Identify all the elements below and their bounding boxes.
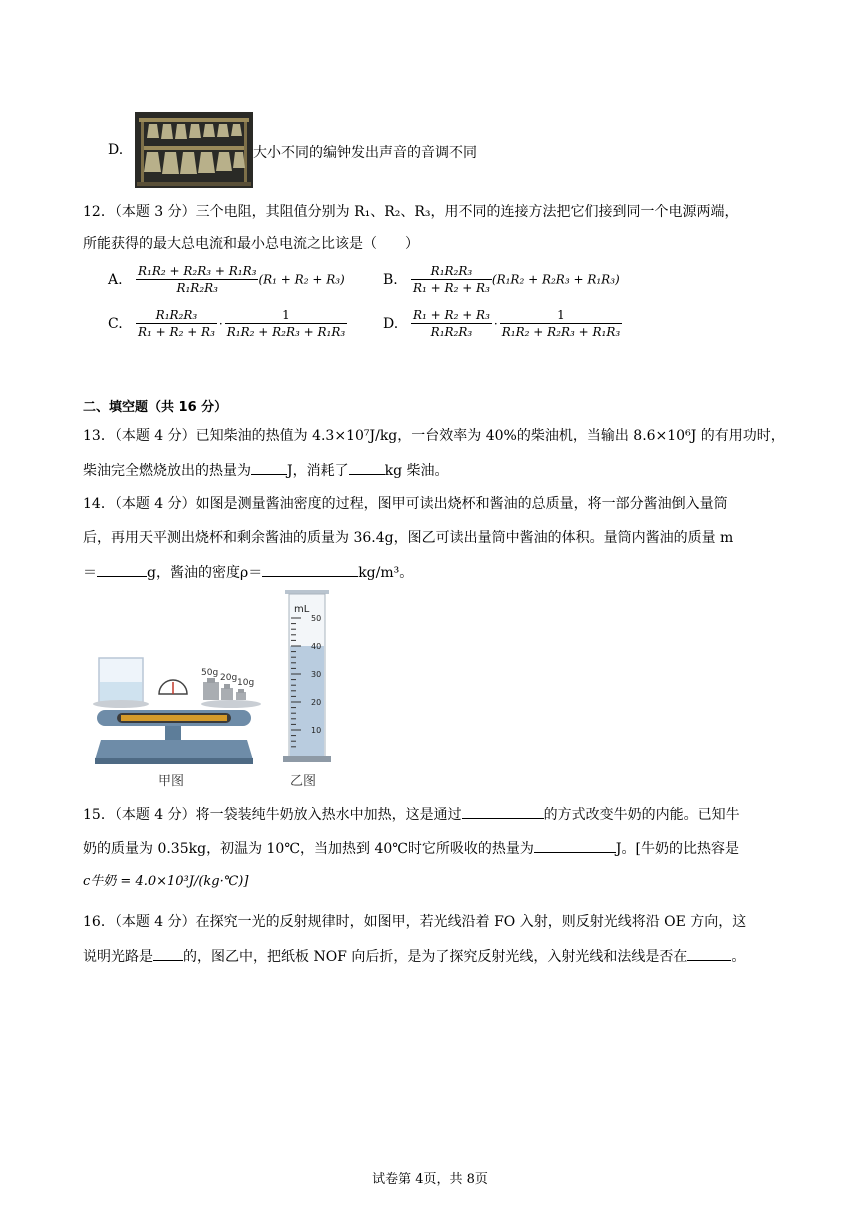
- q12-c-fraction2: [225, 308, 347, 339]
- q12-option-b-letter: B.: [383, 271, 398, 288]
- section-2-title: 二、填空题（共 16 分）: [83, 400, 228, 415]
- q13-line2-c: kg 柴油。: [384, 463, 449, 479]
- q12-d-dot: ·: [493, 316, 498, 331]
- figure-yi-caption: 乙图: [290, 774, 317, 789]
- q12-a-fraction: [136, 264, 258, 295]
- q15-line3: c牛奶 = 4.0×10³J/(kg·℃)]: [83, 874, 249, 889]
- q11-option-d-text: 大小不同的编钟发出声音的音调不同: [253, 145, 477, 161]
- q16-blank-plane: [687, 946, 731, 961]
- q12-d-fraction2: [500, 308, 622, 339]
- q16-line2: [83, 946, 745, 967]
- weight-label-20g: 20g: [220, 673, 238, 683]
- q12-b-numerator: R₁R₂R₃: [411, 264, 492, 280]
- q14-blank-density: [262, 562, 358, 577]
- q12-d-fraction1: [411, 308, 492, 339]
- q11-option-d: [108, 112, 508, 188]
- q12-option-a: [108, 264, 345, 295]
- q12-b-fraction: [411, 264, 492, 295]
- q12-a-numerator: R₁R₂ + R₂R₃ + R₁R₃: [138, 264, 257, 278]
- q15-blank-method: [462, 804, 544, 819]
- q12-option-d-letter: D.: [383, 315, 399, 332]
- q11-option-d-letter: D.: [108, 142, 124, 158]
- q13-blank-mass: [349, 460, 385, 475]
- q12-option-b: [383, 264, 620, 295]
- cylinder-unit-label: mL: [294, 604, 310, 615]
- q12-d-denominator2: R₁R₂ + R₂R₃ + R₁R₃: [501, 325, 621, 339]
- cylinder-tick-50: 50: [311, 614, 322, 623]
- q12-option-a-letter: A.: [108, 271, 123, 288]
- q12-option-c-letter: C.: [108, 315, 123, 332]
- q13-line1: 13．（本题 4 分）已知柴油的热值为 4.3×10⁷J/kg，一台效率为 40%的柴油机，当输出 8.6×10⁶J 的有用功时，: [83, 428, 785, 444]
- q12-a-paren: (R₁ + R₂ + R₃): [258, 272, 345, 287]
- q12-stem-line2: 所能获得的最大总电流和最小总电流之比该是（ ）: [83, 236, 419, 252]
- q15-line1-a: 15．（本题 4 分）将一袋装纯牛奶放入热水中加热，这是通过: [83, 807, 462, 823]
- cylinder-tick-10: 10: [311, 726, 322, 735]
- q12-d-denominator1: R₁R₂R₃: [430, 325, 473, 339]
- q12-c-fraction1: [136, 308, 217, 339]
- figure-jia-caption: 甲图: [158, 774, 185, 789]
- q16-line2-b: 的，图乙中，把纸板 NOF 向后折，是为了探究反射光线，入射光线和法线是否在: [183, 949, 688, 965]
- q12-d-numerator1: R₁ + R₂ + R₃: [413, 308, 490, 322]
- weight-label-50g: 50g: [201, 668, 219, 678]
- cylinder-tick-20: 20: [311, 698, 322, 707]
- q12-b-denominator: R₁ + R₂ + R₃: [413, 281, 490, 295]
- q15-line1: [83, 804, 740, 825]
- q13-line2-b: J，消耗了: [287, 463, 349, 479]
- graduated-cylinder-figure: [283, 590, 331, 770]
- q12-c-dot: ·: [218, 316, 223, 331]
- q13-blank-heat: [251, 460, 287, 475]
- q12-option-d: [383, 308, 622, 339]
- q16-line2-c: 。: [731, 949, 746, 965]
- bianzhong-bells-image: [135, 112, 253, 188]
- q14-line3: [83, 562, 413, 583]
- page-footer: 试卷第 4页，共 8页: [372, 1172, 488, 1187]
- q12-c-numerator2: 1: [225, 308, 347, 324]
- q16-blank-reversible: [153, 946, 183, 961]
- q15-blank-heat: [534, 838, 616, 853]
- weight-label-10g: 10g: [237, 678, 255, 688]
- q14-line3-b: g，酱油的密度ρ＝: [147, 565, 263, 581]
- q12-option-c: [108, 308, 347, 339]
- q12-c-denominator1: R₁ + R₂ + R₃: [138, 325, 215, 339]
- q14-line3-c: kg/m³。: [358, 565, 414, 581]
- q16-line1: 16．（本题 4 分）在探究一光的反射规律时，如图甲，若光线沿着 FO 入射，则反射光线将沿 OE 方向，这: [83, 914, 747, 930]
- q15-line2-a: 奶的质量为 0.35kg，初温为 10℃，当加热到 40℃时它所吸收的热量为: [83, 841, 534, 857]
- q15-line2: [83, 838, 739, 859]
- q13-line2: [83, 460, 449, 481]
- q13-line2-a: 柴油完全燃烧放出的热量为: [83, 463, 251, 479]
- q14-blank-mass: [97, 562, 147, 577]
- q12-stem-line1: 12．（本题 3 分）三个电阻，其阻值分别为 R₁、R₂、R₃，用不同的连接方法把它们接到同一个电源两端，: [83, 204, 739, 220]
- q14-line2: 后，再用天平测出烧杯和剩余酱油的质量为 36.4g，图乙可读出量筒中酱油的体积。量筒内酱油的质量 m: [83, 530, 734, 546]
- q12-c-denominator2: R₁R₂ + R₂R₃ + R₁R₃: [226, 325, 346, 339]
- cylinder-tick-40: 40: [311, 642, 322, 651]
- balance-scale-figure: [83, 652, 265, 768]
- q12-c-numerator1: R₁R₂R₃: [136, 308, 217, 324]
- q14-line3-a: ＝: [83, 565, 97, 581]
- q12-a-denominator: R₁R₂R₃: [176, 281, 218, 295]
- q16-line2-a: 说明光路是: [83, 949, 153, 965]
- q12-d-numerator2: 1: [500, 308, 622, 324]
- q15-line2-b: J。[牛奶的比热容是: [615, 841, 739, 857]
- cylinder-tick-30: 30: [311, 670, 322, 679]
- q14-line1: 14．（本题 4 分）如图是测量酱油密度的过程，图甲可读出烧杯和酱油的总质量，将一部分酱油倒入量筒: [83, 496, 728, 512]
- q12-b-paren: (R₁R₂ + R₂R₃ + R₁R₃): [491, 272, 620, 287]
- q15-line1-b: 的方式改变牛奶的内能。已知牛: [543, 807, 740, 823]
